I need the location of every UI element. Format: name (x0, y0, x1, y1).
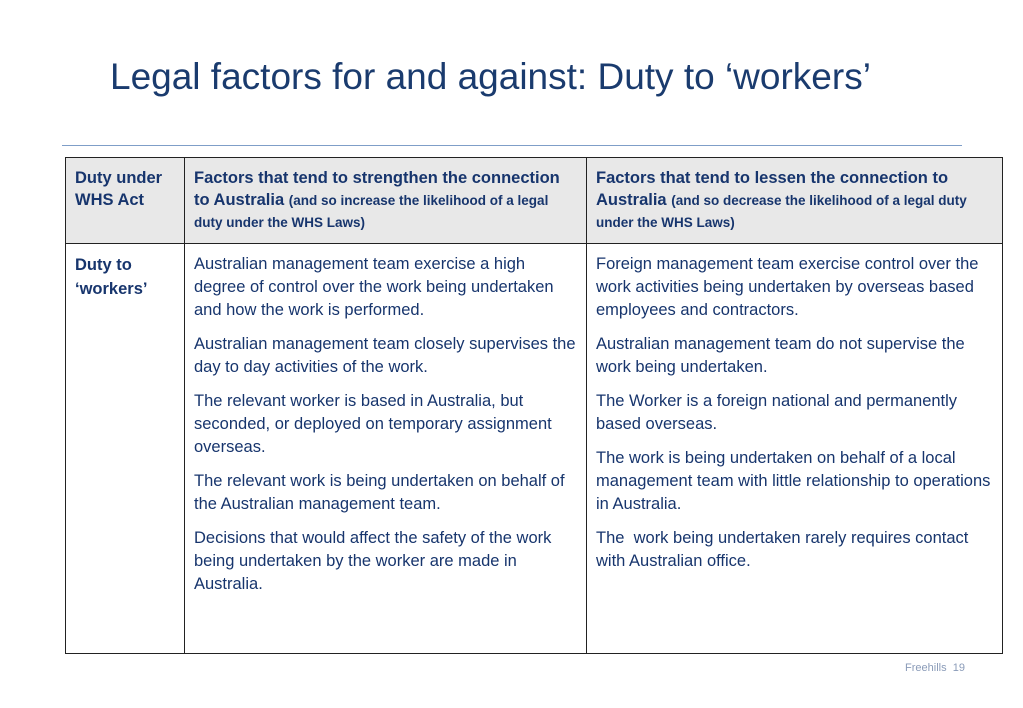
footer-brand: Freehills (905, 662, 947, 674)
lessen-factor: Foreign management team exercise control over the work activities being undertaken by overseas based employees and contractors. (596, 255, 979, 319)
header-strengthen (185, 158, 587, 244)
table-row (66, 244, 1003, 654)
strengthen-factors-cell (185, 244, 587, 654)
page-number: 19 (952, 662, 965, 674)
slide-footer (905, 662, 965, 674)
lessen-factor: The work is being undertaken on behalf of a local management team with little relationship to operations in Australia. (596, 449, 991, 513)
header-duty (66, 158, 185, 244)
strengthen-factor: Australian management team closely supervises the day to day activities of the work. (194, 335, 576, 376)
slide-title: Legal factors for and against: Duty to ‘workers’ (110, 56, 871, 97)
header-strengthen-sub: (and so increase the likelihood of a legal duty under the WHS Laws) (194, 193, 549, 230)
lessen-factor: The Worker is a foreign national and permanently based overseas. (596, 392, 958, 433)
strengthen-factor: The relevant work is being undertaken on behalf of the Australian management team. (194, 472, 565, 513)
lessen-factor: Australian management team do not supervise the work being undertaken. (596, 335, 965, 376)
title-divider (62, 145, 962, 146)
header-strengthen-main: Factors that tend to strengthen the connection to Australia (194, 169, 560, 209)
strengthen-factor: Australian management team exercise a high degree of control over the work being undertaken and how the work is performed. (194, 255, 554, 319)
row-label-duty-to-workers: Duty to ‘workers’ (66, 244, 185, 654)
header-lessen (587, 158, 1003, 244)
header-duty-label: Duty under WHS Act (75, 169, 163, 209)
header-lessen-sub: (and so decrease the likelihood of a legal duty under the WHS Laws) (596, 193, 967, 230)
legal-factors-table (65, 157, 1003, 654)
lessen-factors-cell (587, 244, 1003, 654)
lessen-factor: The work being undertaken rarely requires contact with Australian office. (596, 529, 973, 570)
header-lessen-main: Factors that tend to lessen the connection to Australia (596, 169, 949, 209)
table-header-row (66, 158, 1003, 244)
strengthen-factor: The relevant worker is based in Australia, but seconded, or deployed on temporary assignment overseas. (194, 392, 552, 456)
strengthen-factor: Decisions that would affect the safety of the work being undertaken by the worker are made in Australia. (194, 529, 552, 593)
